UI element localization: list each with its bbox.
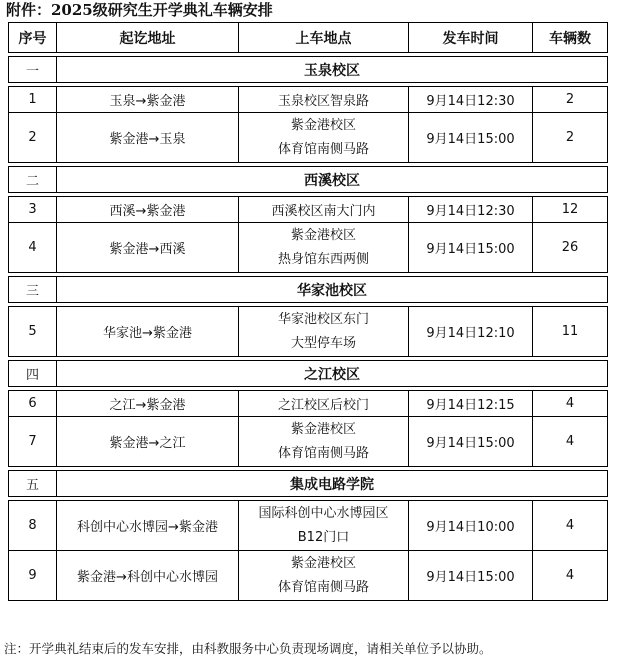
location-line: 西溪校区南大门内: [271, 204, 376, 219]
table-row: [9, 551, 608, 601]
route-cell: 华家池→紫金港: [57, 307, 239, 357]
campus-index: 一: [9, 57, 57, 83]
location-line: 热身馆东西两侧: [277, 251, 369, 267]
header-route: 起讫地址: [57, 23, 239, 53]
route-cell: 玉泉→紫金港: [57, 87, 239, 113]
row-number: 9: [9, 551, 57, 601]
vehicle-count-cell: 4: [533, 417, 608, 467]
vehicle-count-cell: 4: [533, 551, 608, 601]
table-row: [9, 307, 608, 357]
location-line: 紫金港校区: [290, 117, 356, 133]
row-number: 6: [9, 391, 57, 417]
pickup-location-cell: [239, 113, 409, 163]
location-line: 玉泉校区智泉路: [277, 94, 369, 109]
footnote: 注：开学典礼结束后的发车安排，由科教服务中心负责现场调度，请相关单位予以协助。: [4, 641, 492, 656]
route-cell: 之江→紫金港: [57, 391, 239, 417]
route-cell: 紫金港→玉泉: [57, 113, 239, 163]
campus-name: 玉泉校区: [57, 57, 608, 83]
pickup-location-cell: [239, 87, 409, 113]
campus-index: 二: [9, 167, 57, 193]
header-time: 发车时间: [409, 23, 533, 53]
location-line: 体育馆南侧马路: [277, 141, 369, 157]
vehicle-count-cell: 11: [533, 307, 608, 357]
location-line: 紫金港校区: [290, 227, 356, 243]
pickup-location-cell: [239, 307, 409, 357]
table-header-row: [9, 23, 608, 53]
document-title: 附件：2025级研究生开学典礼车辆安排: [6, 1, 273, 19]
vehicle-count-cell: 26: [533, 223, 608, 273]
header-location: 上车地点: [239, 23, 409, 53]
location-line: B12门口: [297, 529, 350, 545]
pickup-location-cell: [239, 223, 409, 273]
header-count: 车辆数: [533, 23, 608, 53]
route-cell: 紫金港→科创中心水博园: [57, 551, 239, 601]
departure-time-cell: 9月14日10:00: [409, 501, 533, 551]
vehicle-count-cell: 4: [533, 501, 608, 551]
campus-name: 华家池校区: [57, 277, 608, 303]
row-number: 3: [9, 197, 57, 223]
table-row: [9, 197, 608, 223]
table-row: [9, 223, 608, 273]
campus-index: 五: [9, 471, 57, 497]
row-number: 8: [9, 501, 57, 551]
location-line: 紫金港校区: [290, 421, 356, 437]
location-line: 紫金港校区: [290, 555, 356, 571]
vehicle-count-cell: 2: [533, 113, 608, 163]
row-number: 7: [9, 417, 57, 467]
route-cell: 紫金港→西溪: [57, 223, 239, 273]
departure-time-cell: 9月14日12:30: [409, 197, 533, 223]
campus-header-row: [9, 471, 608, 497]
departure-time-cell: 9月14日15:00: [409, 223, 533, 273]
row-number: 4: [9, 223, 57, 273]
pickup-location-cell: [239, 501, 409, 551]
table-row: [9, 501, 608, 551]
location-line: 国际科创中心水博园区: [258, 505, 389, 521]
pickup-location-cell: [239, 197, 409, 223]
route-cell: 西溪→紫金港: [57, 197, 239, 223]
vehicle-schedule-table: [8, 22, 608, 601]
campus-header-row: [9, 361, 608, 387]
campus-header-row: [9, 277, 608, 303]
campus-name: 集成电路学院: [57, 471, 608, 497]
departure-time-cell: 9月14日12:15: [409, 391, 533, 417]
departure-time-cell: 9月14日15:00: [409, 113, 533, 163]
route-cell: 紫金港→之江: [57, 417, 239, 467]
vehicle-count-cell: 12: [533, 197, 608, 223]
location-line: 大型停车场: [290, 335, 356, 351]
row-number: 2: [9, 113, 57, 163]
location-line: 华家池校区东门: [277, 311, 369, 327]
location-line: 体育馆南侧马路: [277, 579, 369, 595]
pickup-location-cell: [239, 391, 409, 417]
row-number: 1: [9, 87, 57, 113]
campus-name: 西溪校区: [57, 167, 608, 193]
campus-header-row: [9, 167, 608, 193]
campus-header-row: [9, 57, 608, 83]
departure-time-cell: 9月14日15:00: [409, 551, 533, 601]
campus-index: 四: [9, 361, 57, 387]
table-row: [9, 113, 608, 163]
pickup-location-cell: [239, 551, 409, 601]
vehicle-count-cell: 2: [533, 87, 608, 113]
header-index: 序号: [9, 23, 57, 53]
departure-time-cell: 9月14日12:30: [409, 87, 533, 113]
vehicle-count-cell: 4: [533, 391, 608, 417]
pickup-location-cell: [239, 417, 409, 467]
table-row: [9, 391, 608, 417]
campus-name: 之江校区: [57, 361, 608, 387]
row-number: 5: [9, 307, 57, 357]
route-cell: 科创中心水博园→紫金港: [57, 501, 239, 551]
campus-index: 三: [9, 277, 57, 303]
location-line: 之江校区后校门: [277, 398, 369, 413]
location-line: 体育馆南侧马路: [277, 445, 369, 461]
departure-time-cell: 9月14日15:00: [409, 417, 533, 467]
table-row: [9, 87, 608, 113]
departure-time-cell: 9月14日12:10: [409, 307, 533, 357]
table-row: [9, 417, 608, 467]
